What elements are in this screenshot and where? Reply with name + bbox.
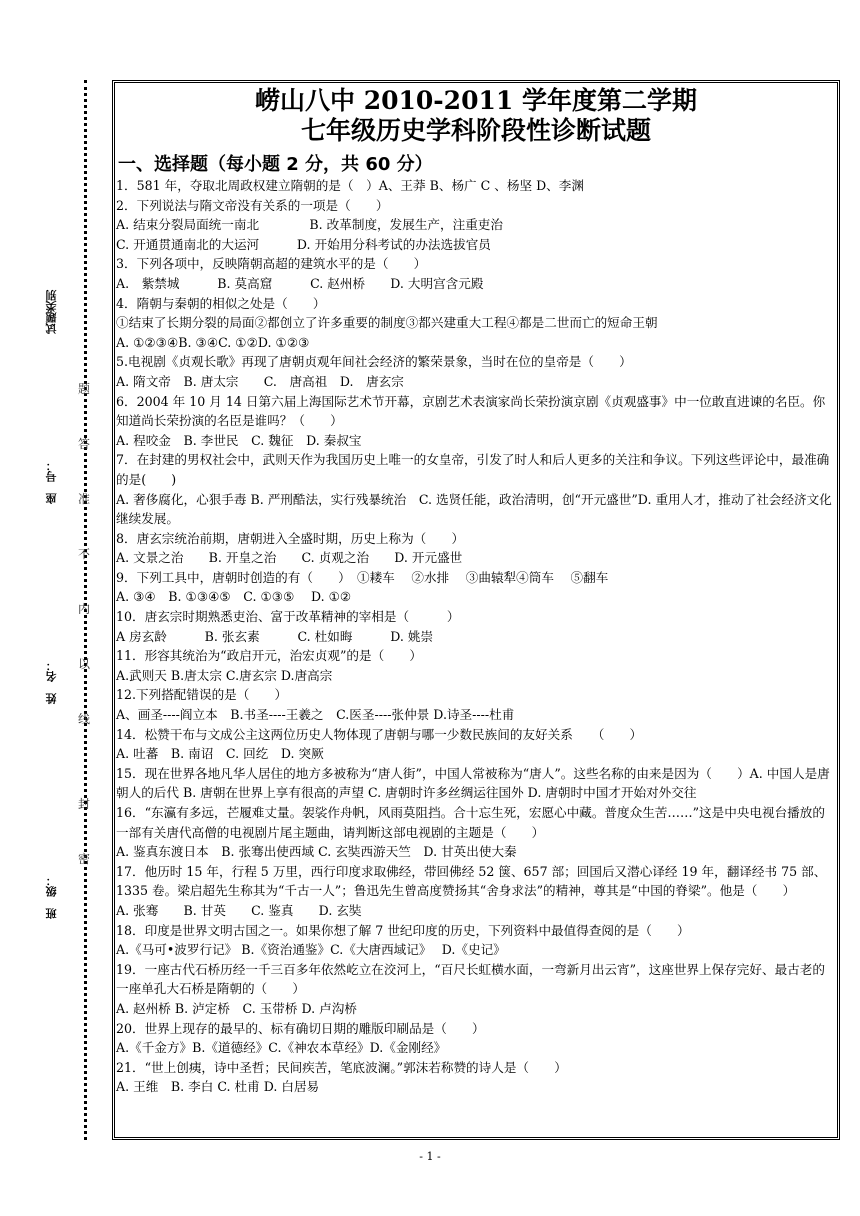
subject-type-label: 试题类别 xyxy=(45,290,58,334)
question-line: 18．印度是世界文明古国之一。如果你想了解 7 世纪印度的历史，下列资料中最值得查阅的是（ ） xyxy=(116,922,690,938)
question-line: A. 赵州桥 B. 泸定桥 C. 玉带桥 D. 卢沟桥 xyxy=(116,1000,357,1016)
seal-char: 题 xyxy=(78,382,91,396)
question-line: 17．他历时 15 年，行程 5 万里，西行印度求取佛经，带回佛经 52 箧、657 部；回国后又潜心译经 19 年，翻译经书 75 部、1335 卷。梁启超先生称其为“千古一人”；鲁迅先生曾高度赞扬其“舍身求法”的精神，尊其是“中国的脊梁”。他是（ ） xyxy=(116,863,827,899)
exam-title-line2: 七年级历史学科阶段性诊断试题 xyxy=(300,116,651,145)
question-line: A. ①②③④B. ③④C. ①②D. ①②③ xyxy=(116,334,310,350)
class-label: 班 级： xyxy=(45,875,58,919)
question-line: 9．下列工具中，唐朝时创造的有（ ） ①耧车 ②水排 ③曲辕犁④筒车 ⑤翻车 xyxy=(116,569,609,585)
question-line: A.武则天 B.唐太宗 C.唐玄宗 D.唐高宗 xyxy=(116,667,333,683)
seal-char: 封 xyxy=(78,797,91,811)
question-line: 16．“东瀛有多远，芒履难丈量。袈裟作舟帆，风雨莫阻挡。合十忘生死，宏愿心中藏。普度众生苦……”这是中央电视台播放的一部有关唐代高僧的电视剧片尾主题曲，请判断这部电视剧的主题是（ ） xyxy=(116,805,825,840)
seal-char: 密 xyxy=(78,852,91,866)
name-label: 姓 名： xyxy=(45,660,58,704)
question-line: A. ③④ B. ①③④⑤ C. ①③⑤ D. ①② xyxy=(116,589,352,605)
seal-char: 线 xyxy=(78,712,91,726)
question-line: A. 程咬金 B. 李世民 C. 魏征 D. 秦叔宝 xyxy=(116,432,362,448)
question-line: 14．松赞干布与文成公主这两位历史人物体现了唐朝与哪一少数民族间的友好关系 （ ） xyxy=(116,726,643,742)
question-line: A. 王维 B. 李白 C. 杜甫 D. 白居易 xyxy=(116,1079,320,1095)
question-line: A、画圣----阎立本 B.书圣----王羲之 C.医圣----张仲景 D.诗圣----杜甫 xyxy=(116,707,515,723)
question-line: 5.电视剧《贞观长歌》再现了唐朝贞观年间社会经济的繁荣景象，当时在位的皇帝是（ ） xyxy=(116,354,632,370)
section-heading: 一、选择题（每小题 2 分，共 60 分） xyxy=(118,154,433,175)
question-line: 10．唐玄宗时期熟悉吏治、富于改革精神的宰相是（ ） xyxy=(116,609,460,625)
seat-number-label: 座 号： xyxy=(45,460,58,504)
question-line: 7．在封建的男权社会中，武则天作为我国历史上唯一的女皇帝，引发了时人和后人更多的关注和争议。下列这些评论中，最准确的是( ) xyxy=(116,452,830,487)
question-line: A. 鉴真东渡日本 B. 张骞出使西域 C. 玄奘西游天竺 D. 甘英出使大秦 xyxy=(116,844,517,860)
question-line: ①结束了长期分裂的局面②都创立了许多重要的制度③都兴建重大工程④都是二世而亡的短命王朝 xyxy=(116,315,658,331)
question-line: A. 结束分裂局面统一南北 B. 改革制度，发展生产，注重吏治 xyxy=(116,217,503,233)
exam-title-line1: 崂山八中 2010-2011 学年度第二学期 xyxy=(255,86,697,115)
question-line: A. 吐蕃 B. 南诏 C. 回纥 D. 突厥 xyxy=(116,746,324,762)
seal-char: 内 xyxy=(78,602,91,616)
question-line: 12.下列搭配错误的是（ ） xyxy=(116,687,288,703)
question-line: A. 紫禁城 B. 莫高窟 C. 赵州桥 D. 大明宫含元殿 xyxy=(116,275,484,291)
seal-char: 准 xyxy=(78,492,91,506)
question-line: A. 文景之治 B. 开皇之治 C. 贞观之治 D. 开元盛世 xyxy=(116,550,463,566)
question-line: 6．2004 年 10 月 14 日第六届上海国际艺术节开幕，京剧艺术表演家尚长荣扮演京剧《贞观盛事》中一位敢直进谏的名臣。你知道尚长荣扮演的名臣是谁吗？（ ） xyxy=(116,393,826,429)
question-line: 3．下列各项中，反映隋朝高超的建筑水平的是（ ） xyxy=(116,256,427,272)
question-line: 15．现在世界各地凡华人居住的地方多被称为“唐人街”，中国人常被称为“唐人”。这些名称的由来是因为（ ）A. 中国人是唐朝人的后代 B. 唐朝在世界上享有很高的声望 C. 唐朝时许多丝绸运往国外 D. 唐朝时中国才开始对外交往 xyxy=(116,765,830,801)
question-line: C. 开通贯通南北的大运河 D. 开始用分科考试的办法选拔官员 xyxy=(116,236,491,252)
seal-char: 不 xyxy=(78,547,91,561)
question-list xyxy=(116,176,832,1097)
question-line: 21．“世上创痍，诗中圣哲；民间疾苦，笔底波澜。”郭沫若称赞的诗人是（ ） xyxy=(116,1059,567,1075)
question-line: 11．形容其统治为“政启开元，治宏贞观”的是（ ） xyxy=(116,648,422,664)
question-line: 4．隋朝与秦朝的相似之处是（ ） xyxy=(116,295,326,311)
page-number: - 1 - xyxy=(419,1150,441,1163)
seal-char: 答 xyxy=(78,437,91,451)
question-line: A. 张骞 B. 甘英 C. 鉴真 D. 玄奘 xyxy=(116,902,362,918)
seal-char: 以 xyxy=(78,657,91,671)
question-line: A. 奢侈腐化，心狠手毒 B. 严刑酷法，实行残暴统治 C. 选贤任能，政治清明，创“开元盛世”D. 重用人才，推动了社会经济文化继续发展。 xyxy=(116,491,832,527)
question-line: A.《马可•波罗行记》 B.《资治通鉴》C.《大唐西域记》 D.《史记》 xyxy=(116,942,506,958)
question-line: A. 隋文帝 B. 唐太宗 C. 唐高祖 D. 唐玄宗 xyxy=(116,373,404,389)
question-line: A.《千金方》B.《道德经》C.《神农本草经》D.《金刚经》 xyxy=(116,1040,447,1056)
question-line: 8．唐玄宗统治前期，唐朝进入全盛时期，历史上称为（ ） xyxy=(116,530,465,546)
question-line: A 房玄龄 B. 张玄素 C. 杜如晦 D. 姚崇 xyxy=(116,628,434,644)
question-line: 20．世界上现存的最早的、标有确切日期的雕版印刷品是（ ） xyxy=(116,1020,485,1036)
question-line: 1．581 年，夺取北周政权建立隋朝的是（ ）A、王莽 B、杨广 C 、杨坚 D、李渊 xyxy=(116,178,584,193)
question-line: 19．一座古代石桥历经一千三百多年依然屹立在洨河上，“百尺长虹横水面，一弯新月出云宵”，这座世界上保存完好、最古老的一座单孔大石桥是隋朝的（ ） xyxy=(116,961,825,997)
question-line: 2．下列说法与隋文帝没有关系的一项是（ ） xyxy=(116,197,389,213)
